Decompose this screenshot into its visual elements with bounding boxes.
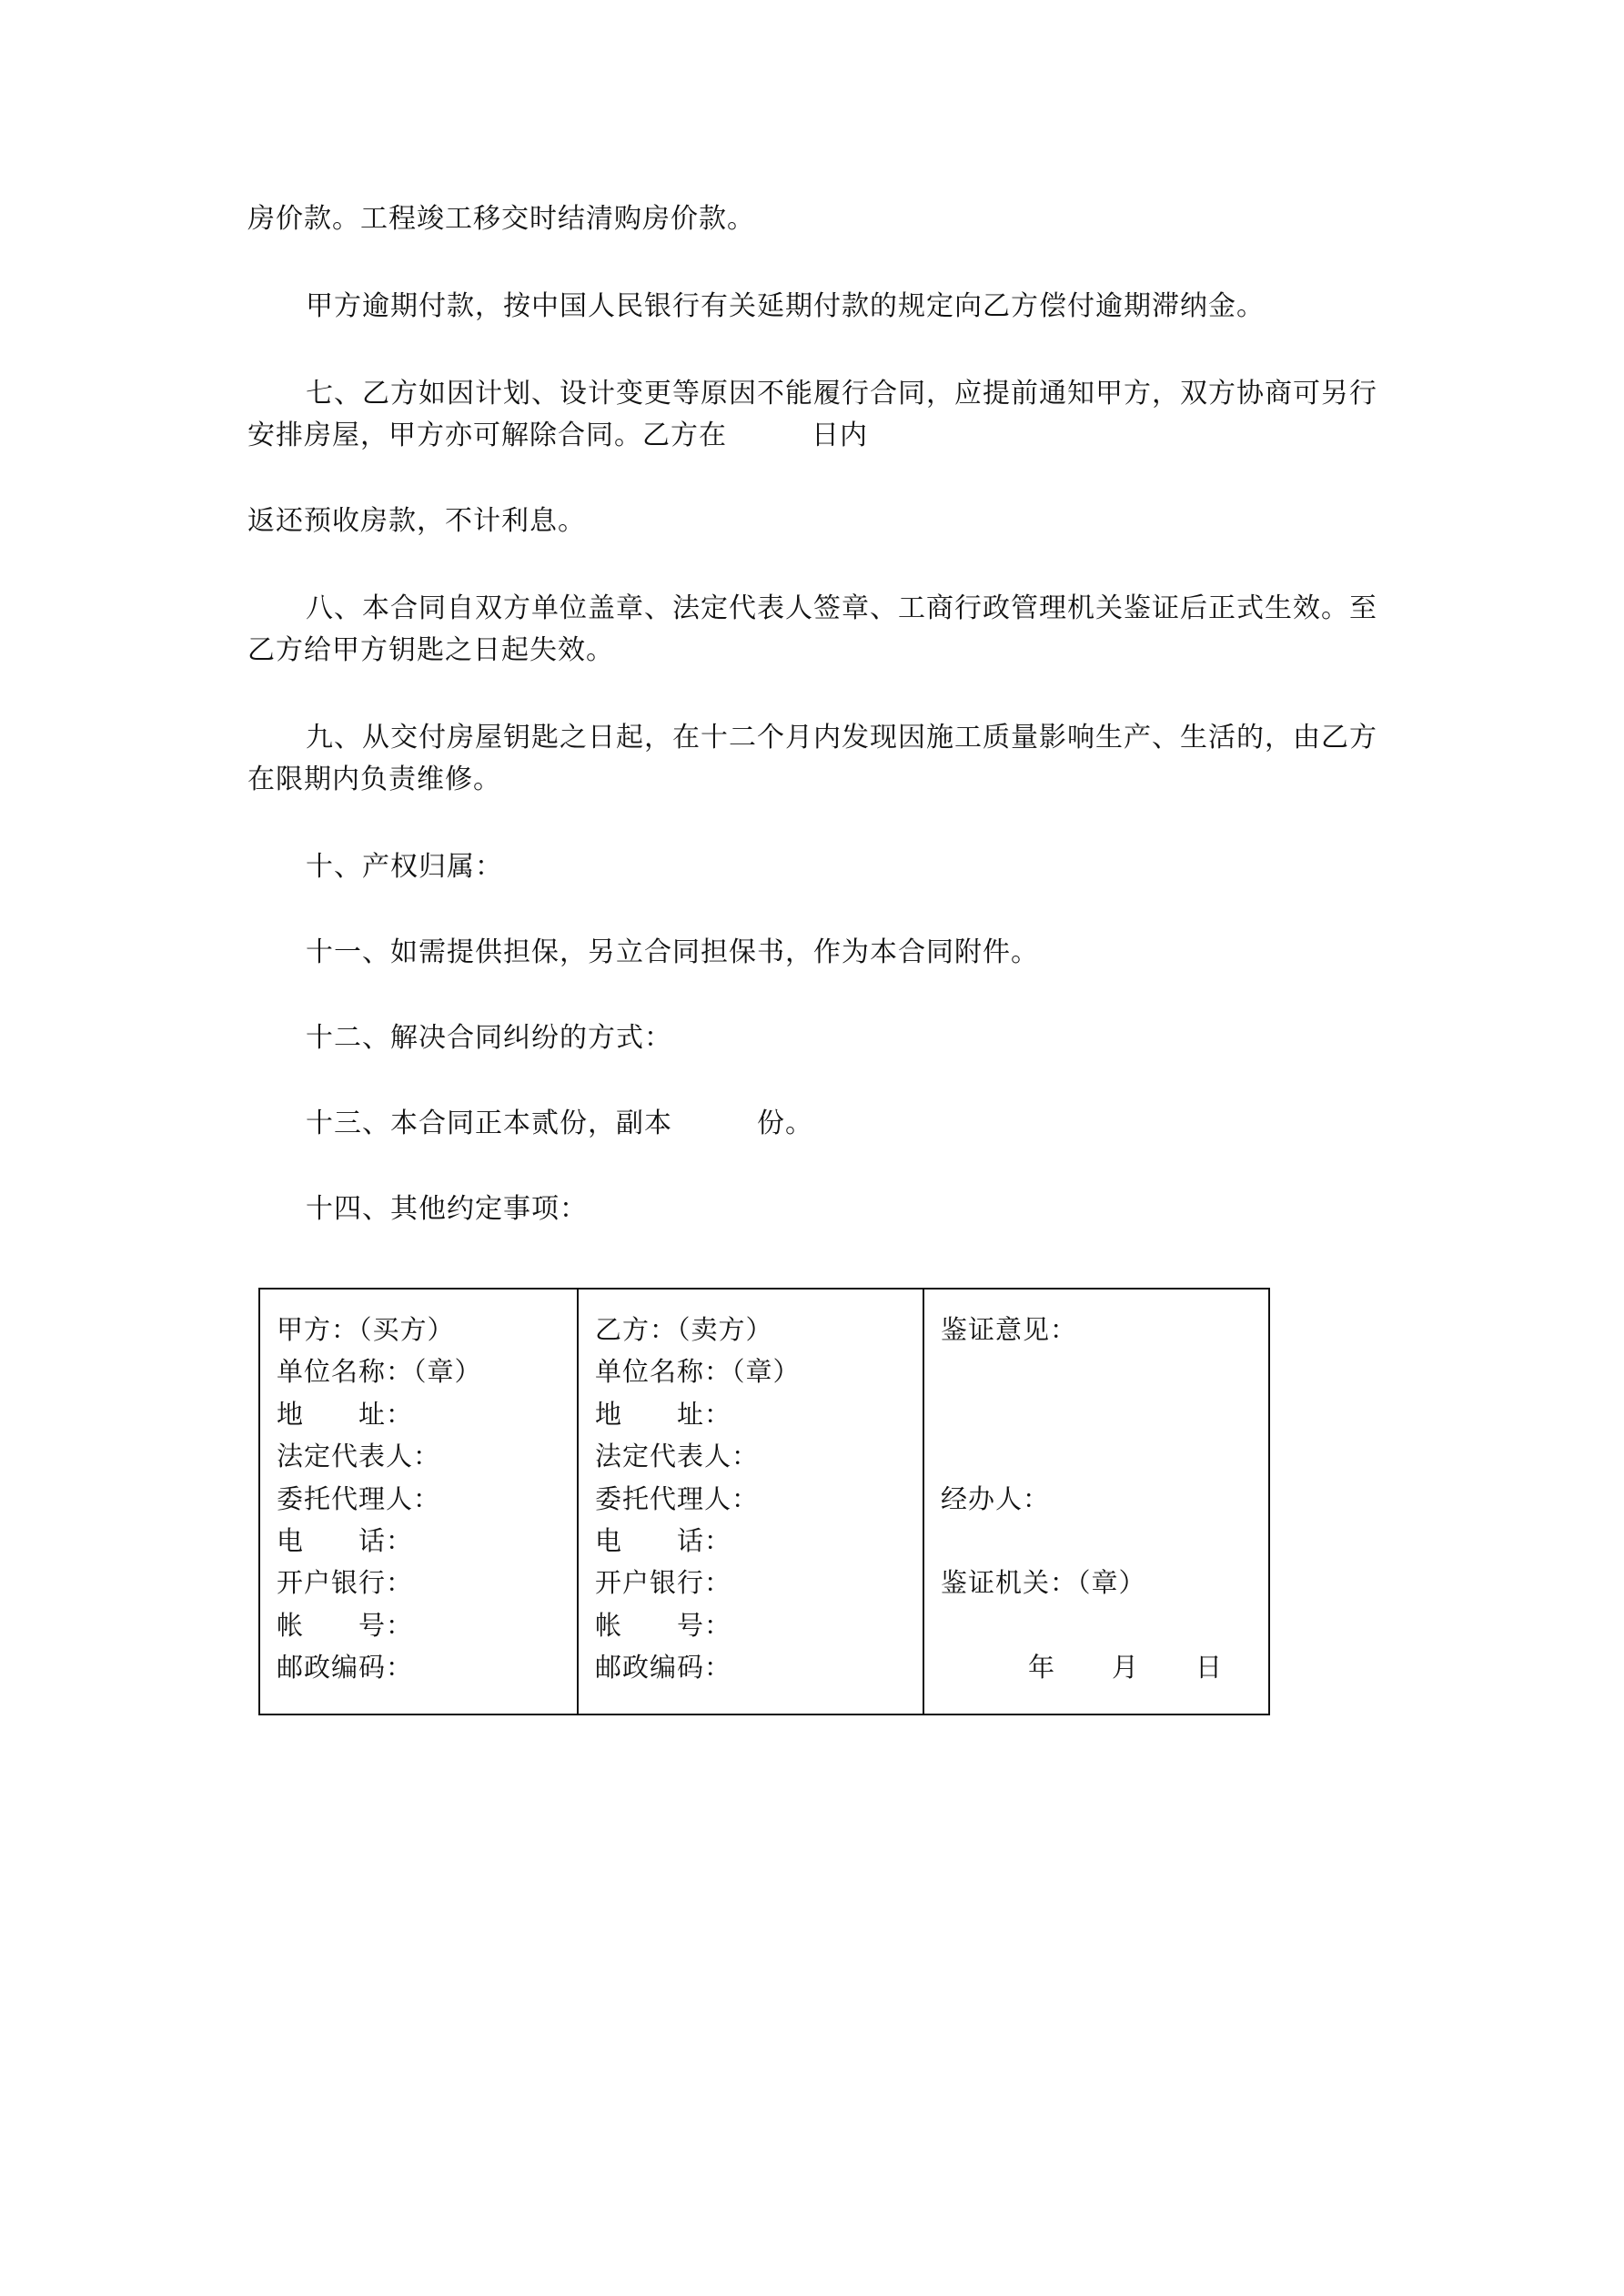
buyer-party: 甲方：（买方） — [277, 1314, 455, 1345]
seller-legal-rep: 法定代表人： — [595, 1441, 760, 1472]
paragraph-line: 安排房屋，甲方亦可解除合同。乙方在 日内 — [247, 420, 868, 451]
date-month: 月 — [1112, 1652, 1140, 1683]
buyer-phone: 电 话： — [277, 1525, 414, 1556]
verification-authority: 鉴证机关：（章） — [941, 1567, 1146, 1598]
paragraph-line: 九、从交付房屋钥匙之日起，在十二个月内发现因施工质量影响生产、生活的，由乙方 — [306, 722, 1377, 754]
table-left-border — [258, 1288, 260, 1715]
table-bottom-border — [258, 1714, 1270, 1715]
seller-unit-name: 单位名称：（章） — [595, 1356, 801, 1387]
table-right-border — [1268, 1288, 1270, 1715]
date-year: 年 — [1028, 1652, 1056, 1683]
buyer-address: 地 址： — [277, 1399, 414, 1430]
paragraph-line: 十二、解决合同纠纷的方式： — [306, 1022, 672, 1054]
paragraph-line: 十、产权归属： — [306, 851, 503, 883]
table-top-border — [258, 1288, 1270, 1290]
verification-opinion: 鉴证意见： — [941, 1314, 1078, 1345]
verification-date — [1028, 1646, 1223, 1688]
paragraph-line: 在限期内负责维修。 — [247, 764, 501, 795]
paragraph-line: 甲方逾期付款，按中国人民银行有关延期付款的规定向乙方偿付逾期滞纳金。 — [306, 290, 1265, 322]
seller-postcode: 邮政编码： — [595, 1652, 732, 1683]
paragraph-line: 十三、本合同正本贰份，副本 份。 — [306, 1108, 813, 1139]
seller-party: 乙方：（卖方） — [595, 1314, 773, 1345]
buyer-bank: 开户银行： — [277, 1567, 414, 1598]
buyer-agent: 委托代理人： — [277, 1483, 441, 1514]
paragraph-line: 八、本合同自双方单位盖章、法定代表人签章、工商行政管理机关鉴证后正式生效。至 — [306, 592, 1377, 624]
signature-table — [258, 1288, 1270, 1715]
paragraph-line: 七、乙方如因计划、设计变更等原因不能履行合同，应提前通知甲方，双方协商可另行 — [306, 378, 1377, 410]
seller-phone: 电 话： — [595, 1525, 732, 1556]
buyer-account: 帐 号： — [277, 1610, 414, 1641]
seller-address: 地 址： — [595, 1399, 732, 1430]
buyer-legal-rep: 法定代表人： — [277, 1441, 441, 1472]
table-divider-1 — [577, 1288, 579, 1715]
table-divider-2 — [923, 1288, 924, 1715]
seller-agent: 委托代理人： — [595, 1483, 760, 1514]
seller-bank: 开户银行： — [595, 1567, 732, 1598]
paragraph-line: 十四、其他约定事项： — [306, 1193, 588, 1225]
buyer-postcode: 邮政编码： — [277, 1652, 414, 1683]
paragraph-line: 十一、如需提供担保，另立合同担保书，作为本合同附件。 — [306, 936, 1039, 968]
seller-account: 帐 号： — [595, 1610, 732, 1641]
paragraph-line: 房价款。工程竣工移交时结清购房价款。 — [247, 203, 755, 235]
paragraph-line: 返还预收房款，不计利息。 — [247, 505, 586, 537]
buyer-unit-name: 单位名称：（章） — [277, 1356, 482, 1387]
date-day: 日 — [1195, 1652, 1224, 1683]
verification-agent: 经办人： — [941, 1483, 1051, 1514]
paragraph-line: 乙方给甲方钥匙之日起失效。 — [247, 634, 614, 666]
